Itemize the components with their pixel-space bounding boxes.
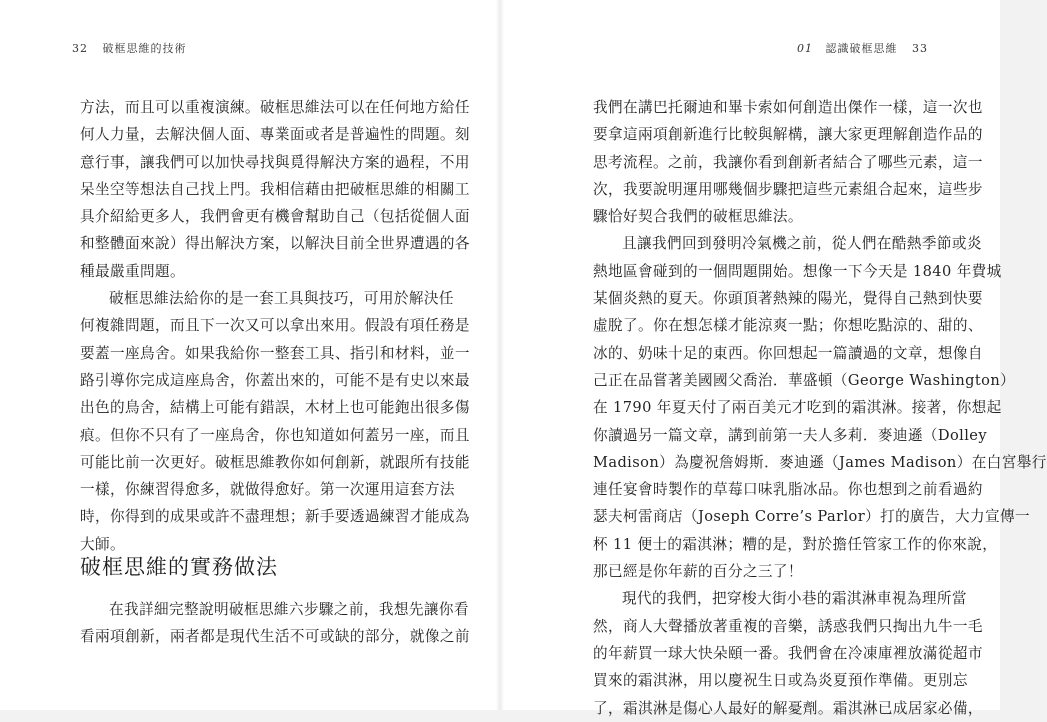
text-line: 買來的霜淇淋，用以慶祝生日或為炎夏預作準備。更別忘 (593, 672, 968, 690)
text-line: 某個炎熱的夏天。你頭頂著熱辣的陽光，覺得自己熱到快要 (593, 290, 983, 308)
text-line: 看兩項創新，兩者都是現代生活不可或缺的部分，就像之前 (80, 628, 470, 646)
right-running-title: 認識破框思維 (825, 42, 898, 55)
text-line: 的年薪買一球大快朵頤一番。我們會在冷凍庫裡放滿從超市 (593, 644, 983, 662)
text-line: 要拿這兩項創新進行比較與解構，讓大家更理解創造作品的 (593, 126, 983, 144)
chapter-label: 01 (797, 42, 813, 55)
text-line: 種最嚴重問題。 (80, 262, 185, 280)
text-line: 和整體面來說）得出解決方案，以解決目前全世界遭遇的各 (80, 235, 470, 253)
text-line: 意行事，讓我們可以加快尋找與覓得解決方案的過程，不用 (80, 153, 470, 171)
text-line: 出色的鳥舍，結構上可能有錯誤，木材上也可能鉋出很多傷 (80, 399, 470, 417)
text-line: Madison）為慶祝詹姆斯．麥迪遜（James Madison）在白宮舉行 (593, 453, 1047, 471)
left-page (0, 0, 500, 710)
left-page-number: 32 (72, 42, 88, 55)
right-page (500, 0, 1047, 717)
text-line: 要蓋一座鳥舍。如果我給你一整套工具、指引和材料，並一 (80, 344, 470, 362)
text-line: 了，霜淇淋是傷心人最好的解憂劑。霜淇淋已成居家必備， (593, 699, 983, 717)
text-line: 然，商人大聲播放著重複的音樂，誘惑我們只掏出九牛一毛 (593, 617, 983, 635)
text-line: 痕。但你不只有了一座鳥舍，你也知道如何蓋另一座，而且 (80, 426, 470, 444)
text-line: 具介紹給更多人，我們會更有機會幫助自己（包括從個人面 (80, 208, 470, 226)
text-line: 呆坐空等想法自己找上門。我相信藉由把破框思維的相關工 (80, 180, 470, 198)
text-line: 熱地區會碰到的一個問題開始。想像一下今天是 1840 年費城 (593, 262, 1002, 280)
left-after-heading-text (80, 596, 470, 651)
text-line: 破框思維法給你的是一套工具與技巧，可用於解決任 (109, 290, 454, 308)
left-running-header (62, 40, 187, 56)
text-line: 可能比前一次更好。破框思維教你如何創新，就跟所有技能 (80, 453, 470, 471)
text-line: 何人力量，去解決個人面、專業面或者是普遍性的問題。刻 (80, 126, 470, 144)
text-line: 方法，而且可以重複演練。破框思維法可以在任何地方給任 (80, 99, 470, 116)
text-line: 我們在講巴托爾迪和畢卡索如何創造出傑作一樣，這一次也 (593, 99, 983, 116)
text-line: 一樣，你練習得愈多，就做得愈好。第一次運用這套方法 (80, 481, 455, 499)
text-line: 己正在品嘗著美國國父喬治．華盛頓（George Washington） (593, 371, 1016, 389)
left-running-title: 破框思維的技術 (102, 42, 187, 55)
text-line: 杯 11 便士的霜淇淋；糟的是，對於擔任管家工作的你來說， (593, 535, 998, 553)
text-line: 虛脫了。你在想怎樣才能涼爽一點；你想吃點涼的、甜的、 (593, 317, 983, 335)
text-line: 次，我要說明運用哪幾個步驟把這些元素組合起來，這些步 (593, 180, 983, 198)
text-line: 且讓我們回到發明冷氣機之前，從人們在酷熱季節或炎 (622, 235, 982, 253)
text-line: 大師。 (80, 535, 125, 553)
text-line: 瑟夫柯雷商店（Joseph Corre’s Parlor）打的廣告，大力宣傳一 (593, 508, 1031, 526)
text-line: 時，你得到的成果或許不盡理想；新手要透過練習才能成為 (80, 508, 470, 526)
right-body-text (593, 94, 1047, 722)
text-line: 路引導你完成這座鳥舍，你蓋出來的，可能不是有史以來最 (80, 371, 470, 389)
text-line: 你讀過另一篇文章，講到前第一夫人多莉．麥迪遜（Dolley (593, 426, 987, 444)
text-line: 思考流程。之前，我讓你看到創新者結合了哪些元素，這一 (593, 153, 983, 171)
left-body-text (80, 94, 470, 558)
text-line: 何複雜問題，而且下一次又可以拿出來用。假設有項任務是 (80, 317, 470, 335)
text-line: 連任宴會時製作的草莓口味乳脂冰品。你也想到之前看過約 (593, 481, 983, 499)
text-line: 在我詳細完整說明破框思維六步驟之前，我想先讓你看 (109, 601, 469, 618)
text-line: 驟恰好契合我們的破框思維法。 (593, 208, 803, 226)
text-line: 那已經是你年薪的百分之三了！ (593, 563, 803, 581)
right-page-number: 33 (912, 42, 928, 55)
text-line: 現代的我們，把穿梭大街小巷的霜淇淋車視為理所當 (622, 590, 967, 608)
section-heading: 破框思維的實務做法 (80, 555, 278, 579)
right-running-header (797, 40, 938, 56)
text-line: 在 1790 年夏天付了兩百美元才吃到的霜淇淋。接著，你想起 (593, 399, 1002, 417)
text-line: 冰的、奶味十足的東西。你回想起一篇讀過的文章，想像自 (593, 344, 983, 362)
